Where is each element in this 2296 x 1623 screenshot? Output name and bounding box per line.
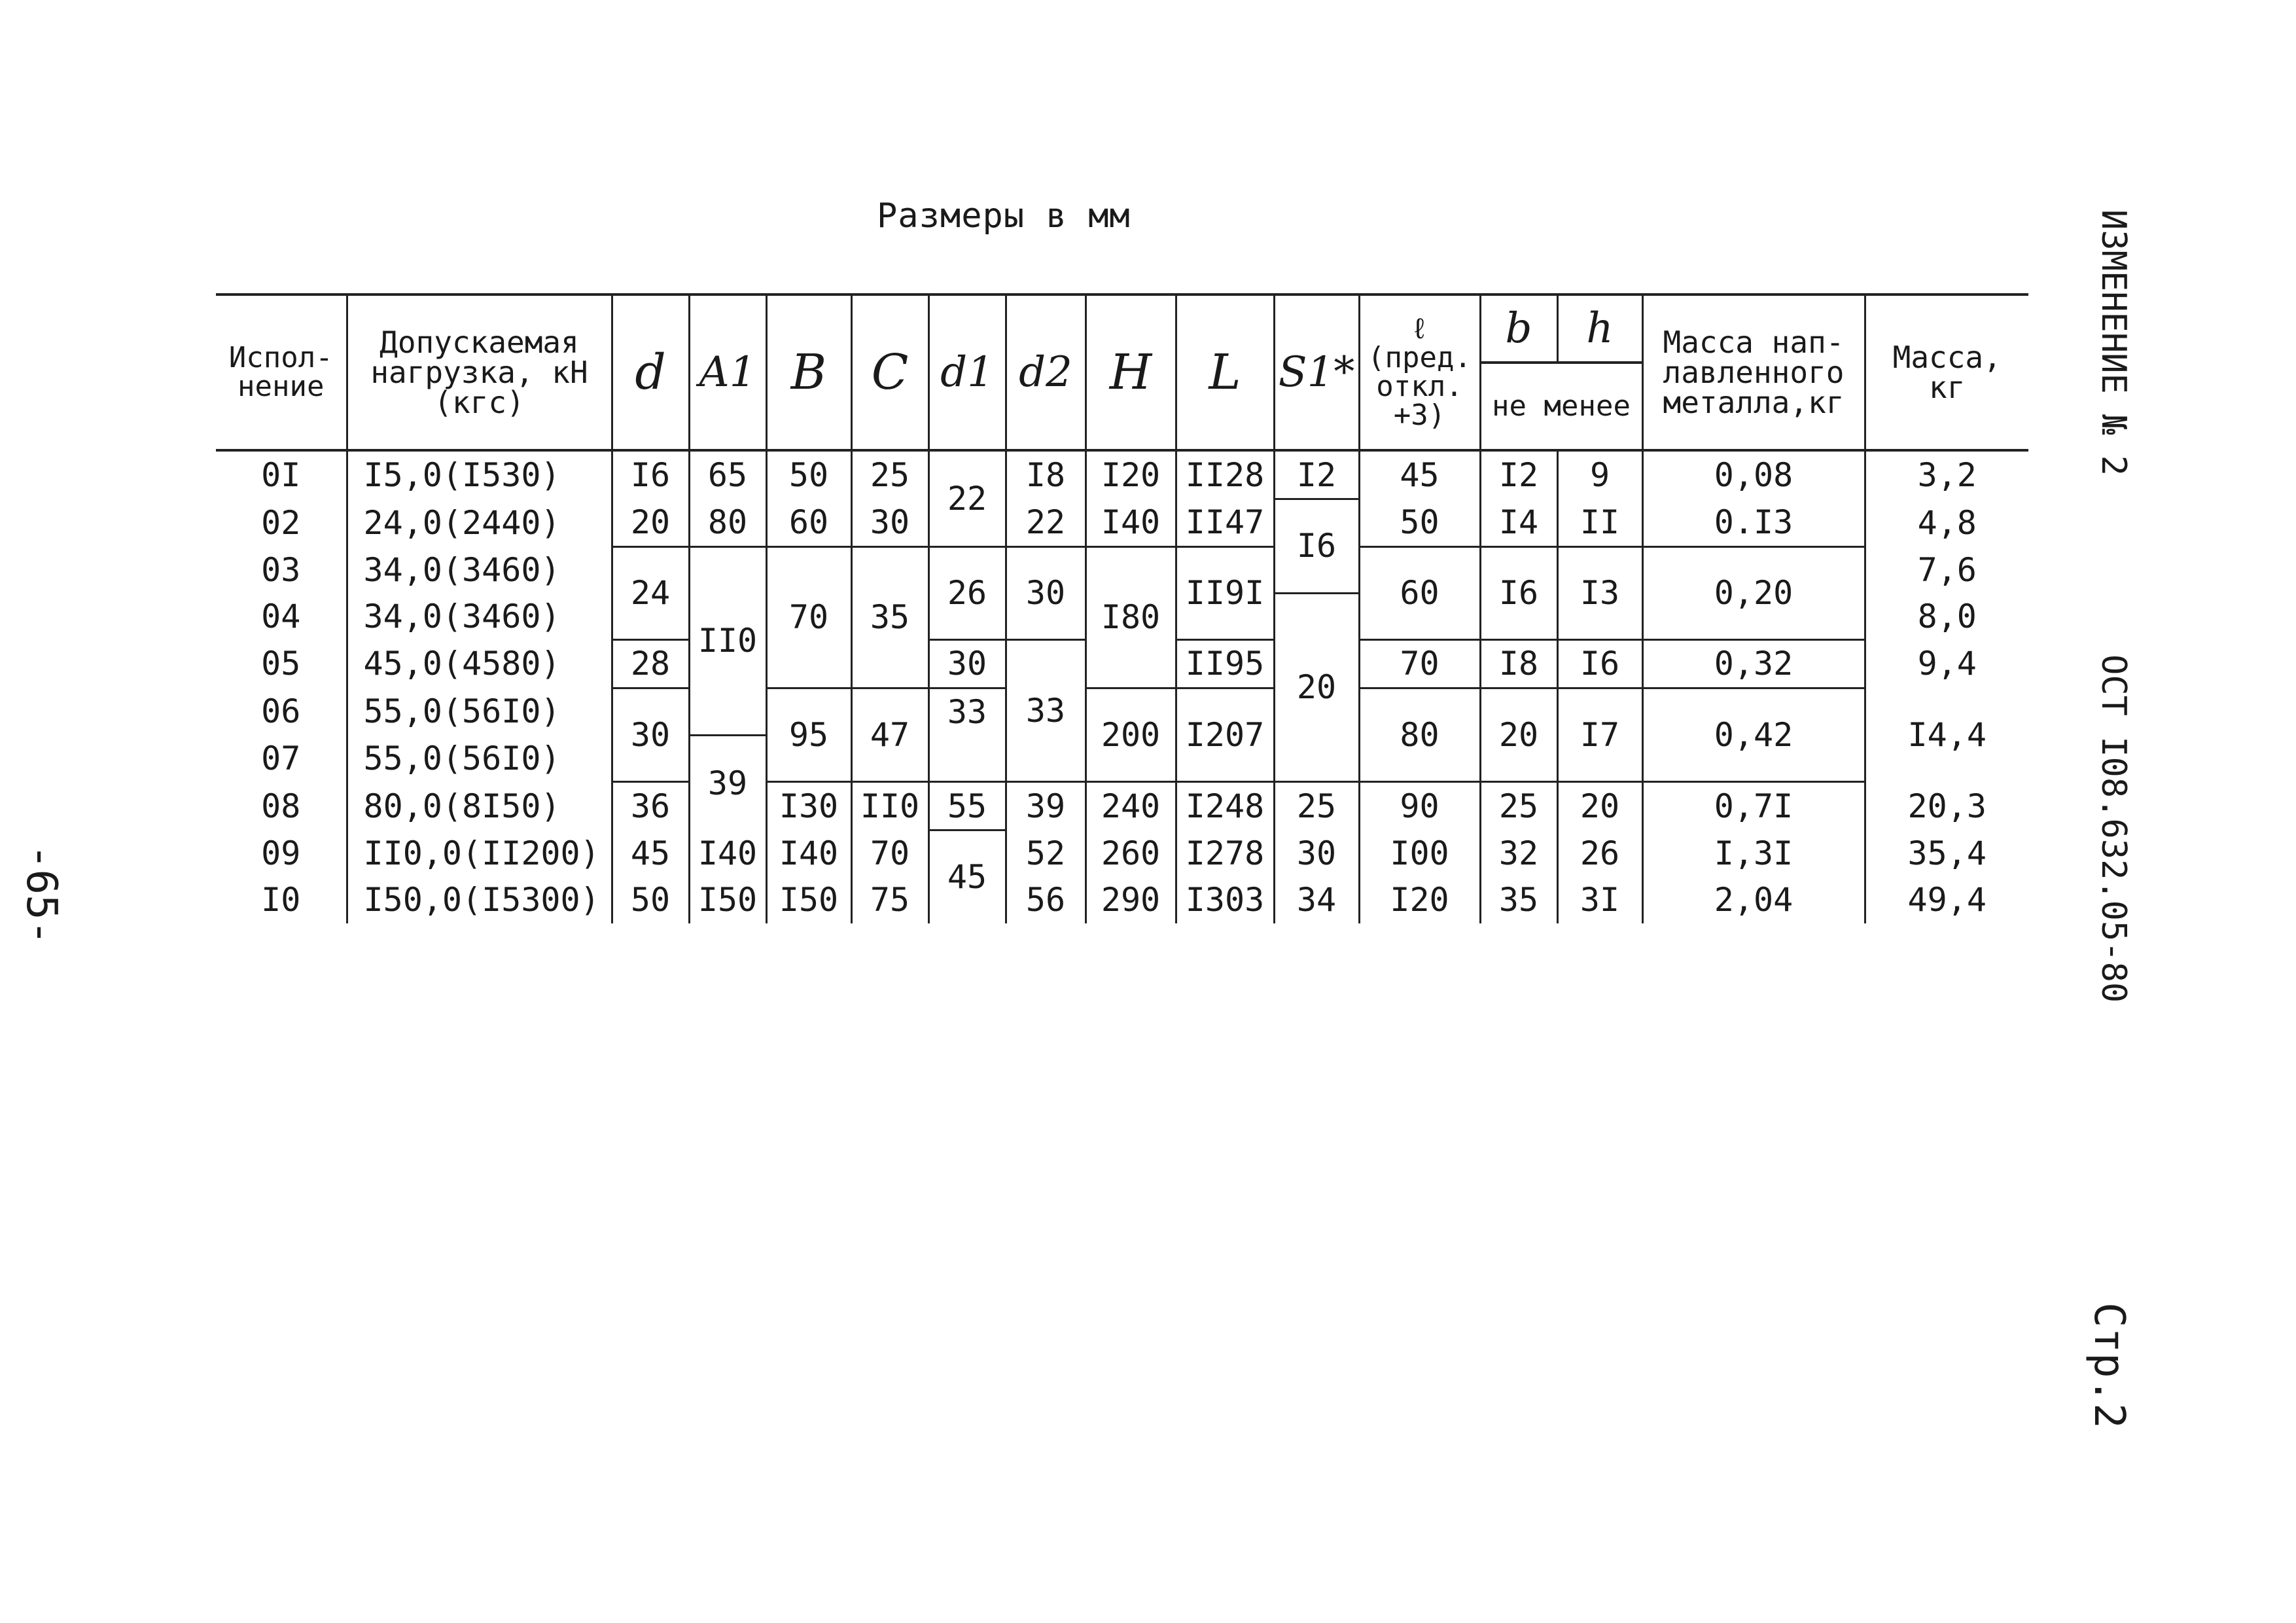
cell-load: II0,0(II200): [347, 830, 612, 877]
cell-l-length: I207: [1176, 688, 1274, 782]
cell-variant: 07: [216, 736, 347, 782]
cell-c: 70: [851, 830, 928, 877]
cell-h: 9: [1557, 450, 1642, 499]
cell-variant: 08: [216, 782, 347, 830]
cell-mass: 49,4: [1865, 877, 2028, 923]
standard-code: ОСТ I08.632.05-80: [2094, 654, 2133, 1003]
cell-a1: I30: [766, 782, 851, 830]
header-b: b: [1480, 294, 1557, 363]
cell-s1: 34: [1274, 877, 1359, 923]
cell-d: 20: [612, 499, 689, 547]
page-number: -65-: [17, 844, 65, 946]
cell-d: 24: [612, 546, 689, 639]
cell-l-tolerance: 60: [1359, 546, 1480, 639]
cell-h-height: 200: [1086, 688, 1176, 782]
header-l-tolerance: ℓ (пред. откл. +3): [1359, 294, 1480, 450]
cell-b: I8: [1480, 639, 1557, 688]
cell-l-length: II95: [1176, 639, 1274, 688]
cell-b: I4: [1480, 499, 1557, 547]
header-h: h: [1557, 294, 1642, 363]
cell-deposit-mass: I,3I: [1642, 830, 1865, 877]
cell-mass: 20,3: [1865, 782, 2028, 830]
cell-d1: 22: [928, 450, 1006, 546]
cell-h-height: I20: [1086, 450, 1176, 499]
header-d2: d2: [1006, 294, 1086, 450]
cell-deposit-mass: 0,7I: [1642, 782, 1865, 830]
cell-l-tolerance: 80: [1359, 688, 1480, 782]
cell-d2: 39: [1006, 782, 1086, 830]
cell-h-height: 290: [1086, 877, 1176, 923]
cell-h: I6: [1557, 639, 1642, 688]
cell-b-dim: I50: [766, 877, 851, 923]
cell-h-height: I80: [1086, 546, 1176, 688]
cell-d: 45: [612, 830, 689, 877]
cell-c: 25: [851, 450, 928, 499]
cell-d: 28: [612, 639, 689, 688]
cell-b-dim: 60: [766, 499, 851, 547]
cell-variant: 05: [216, 639, 347, 688]
cell-s1: 20: [1274, 593, 1359, 782]
cell-variant: 04: [216, 593, 347, 639]
cell-load: I5,0(I530): [347, 450, 612, 499]
cell-d2: 52: [1006, 830, 1086, 877]
cell-h-height: 260: [1086, 830, 1176, 877]
cell-variant: 0I: [216, 450, 347, 499]
cell-a1: I50: [689, 877, 766, 923]
cell-l-tolerance: I20: [1359, 877, 1480, 923]
cell-variant: 02: [216, 499, 347, 547]
cell-b-dim: I40: [766, 830, 851, 877]
cell-load: I50,0(I5300): [347, 877, 612, 923]
cell-h: II: [1557, 499, 1642, 547]
cell-deposit-mass: 0,20: [1642, 546, 1865, 639]
header-s1: S1*: [1274, 294, 1359, 450]
cell-b: 32: [1480, 830, 1557, 877]
cell-l-length: II28: [1176, 450, 1274, 499]
table-row: [216, 830, 2028, 877]
cell-h: I7: [1557, 688, 1642, 782]
header-variant: Испол-нение: [216, 294, 347, 450]
cell-a1: 80: [689, 499, 766, 547]
cell-mass: 35,4: [1865, 830, 2028, 877]
cell-load: 55,0(56I0): [347, 736, 612, 782]
dimensions-table: [216, 293, 2028, 923]
cell-b-dim: II0: [851, 782, 928, 830]
cell-s1: I6: [1274, 499, 1359, 594]
cell-mass: I4,4: [1865, 688, 2028, 782]
cell-load: 24,0(2440): [347, 499, 612, 547]
cell-d: I6: [612, 450, 689, 499]
cell-b: I6: [1480, 546, 1557, 639]
change-note: ИЗМЕНЕНИЕ № 2: [2094, 209, 2133, 476]
cell-variant: 06: [216, 688, 347, 736]
cell-l-tolerance: 50: [1359, 499, 1480, 547]
cell-l-tolerance: 90: [1359, 782, 1480, 830]
cell-d: 50: [612, 877, 689, 923]
cell-l-tolerance: I00: [1359, 830, 1480, 877]
header-not-less: не менее: [1480, 363, 1642, 450]
cell-d1: 45: [928, 830, 1006, 923]
cell-b: 35: [1480, 877, 1557, 923]
header-h-height: H: [1086, 294, 1176, 450]
cell-d: 30: [612, 688, 689, 782]
header-l-length: L: [1176, 294, 1274, 450]
cell-load: 55,0(56I0): [347, 688, 612, 736]
cell-deposit-mass: 0,42: [1642, 688, 1865, 782]
header-c: C: [851, 294, 928, 450]
cell-d2: 33: [1006, 639, 1086, 782]
cell-h: I3: [1557, 546, 1642, 639]
cell-d2: I8: [1006, 450, 1086, 499]
cell-b-dim: 50: [766, 450, 851, 499]
cell-d2: 56: [1006, 877, 1086, 923]
header-a1: A1: [689, 294, 766, 450]
cell-h: 26: [1557, 830, 1642, 877]
cell-load: 34,0(3460): [347, 546, 612, 593]
cell-mass: 3,2: [1865, 450, 2028, 499]
cell-d1: 30: [928, 639, 1006, 688]
table-row: [216, 450, 2028, 499]
cell-a1: I40: [689, 830, 766, 877]
table-row: [216, 782, 2028, 830]
cell-mass: 8,0: [1865, 593, 2028, 639]
cell-d1: 26: [928, 546, 1006, 639]
cell-deposit-mass: 0,32: [1642, 639, 1865, 688]
cell-d2: 22: [1006, 499, 1086, 547]
table-row: [216, 877, 2028, 923]
cell-b: 25: [1480, 782, 1557, 830]
cell-a1: II0: [689, 546, 766, 736]
cell-d1: 33: [928, 688, 1006, 736]
cell-l-length: I278: [1176, 830, 1274, 877]
cell-s1: 30: [1274, 830, 1359, 877]
cell-mass: 7,6: [1865, 546, 2028, 593]
table-row: [216, 499, 2028, 547]
cell-deposit-mass: 0,08: [1642, 450, 1865, 499]
cell-variant: I0: [216, 877, 347, 923]
cell-b-dim: 70: [766, 546, 851, 688]
header-b-dim: B: [766, 294, 851, 450]
cell-mass: 4,8: [1865, 499, 2028, 547]
cell-h-height: 240: [1086, 782, 1176, 830]
cell-l-tolerance: 70: [1359, 639, 1480, 688]
cell-l-length: II47: [1176, 499, 1274, 547]
cell-load: 45,0(4580): [347, 639, 612, 688]
cell-h: 20: [1557, 782, 1642, 830]
cell-mass: 9,4: [1865, 639, 2028, 688]
cell-c: 75: [851, 877, 928, 923]
cell-b-dim: 95: [766, 688, 851, 782]
cell-load: 80,0(8I50): [347, 782, 612, 830]
cell-variant: 09: [216, 830, 347, 877]
cell-l-length: II9I: [1176, 546, 1274, 639]
cell-d: 36: [612, 782, 689, 830]
cell-a1: 65: [689, 450, 766, 499]
cell-b: I2: [1480, 450, 1557, 499]
cell-l-length: I248: [1176, 782, 1274, 830]
table-row: [216, 688, 2028, 736]
cell-c: 35: [851, 546, 928, 688]
cell-c: 55: [928, 782, 1006, 830]
table-row: [216, 546, 2028, 593]
cell-d2: 30: [1006, 546, 1086, 639]
cell-c: 47: [851, 688, 928, 782]
cell-deposit-mass: 0.I3: [1642, 499, 1865, 547]
header-mass: Масса, кг: [1865, 294, 2028, 450]
cell-d1: 39: [689, 736, 766, 830]
cell-deposit-mass: 2,04: [1642, 877, 1865, 923]
cell-l-tolerance: 45: [1359, 450, 1480, 499]
cell-h: 3I: [1557, 877, 1642, 923]
cell-c: 30: [851, 499, 928, 547]
cell-h-height: I40: [1086, 499, 1176, 547]
cell-s1: 25: [1274, 782, 1359, 830]
cell-s1: I2: [1274, 450, 1359, 499]
header-deposit-mass: Масса нап-лавленного металла,кг: [1642, 294, 1865, 450]
header-d1: d1: [928, 294, 1006, 450]
page-label: Стр.2: [2085, 1302, 2133, 1429]
header-d: d: [612, 294, 689, 450]
cell-b: 20: [1480, 688, 1557, 782]
cell-load: 34,0(3460): [347, 593, 612, 639]
header-load: Допускаемая нагрузка, кН (кгс): [347, 294, 612, 450]
cell-variant: 03: [216, 546, 347, 593]
cell-l-length: I303: [1176, 877, 1274, 923]
dimensions-caption: Размеры в мм: [877, 196, 1131, 236]
